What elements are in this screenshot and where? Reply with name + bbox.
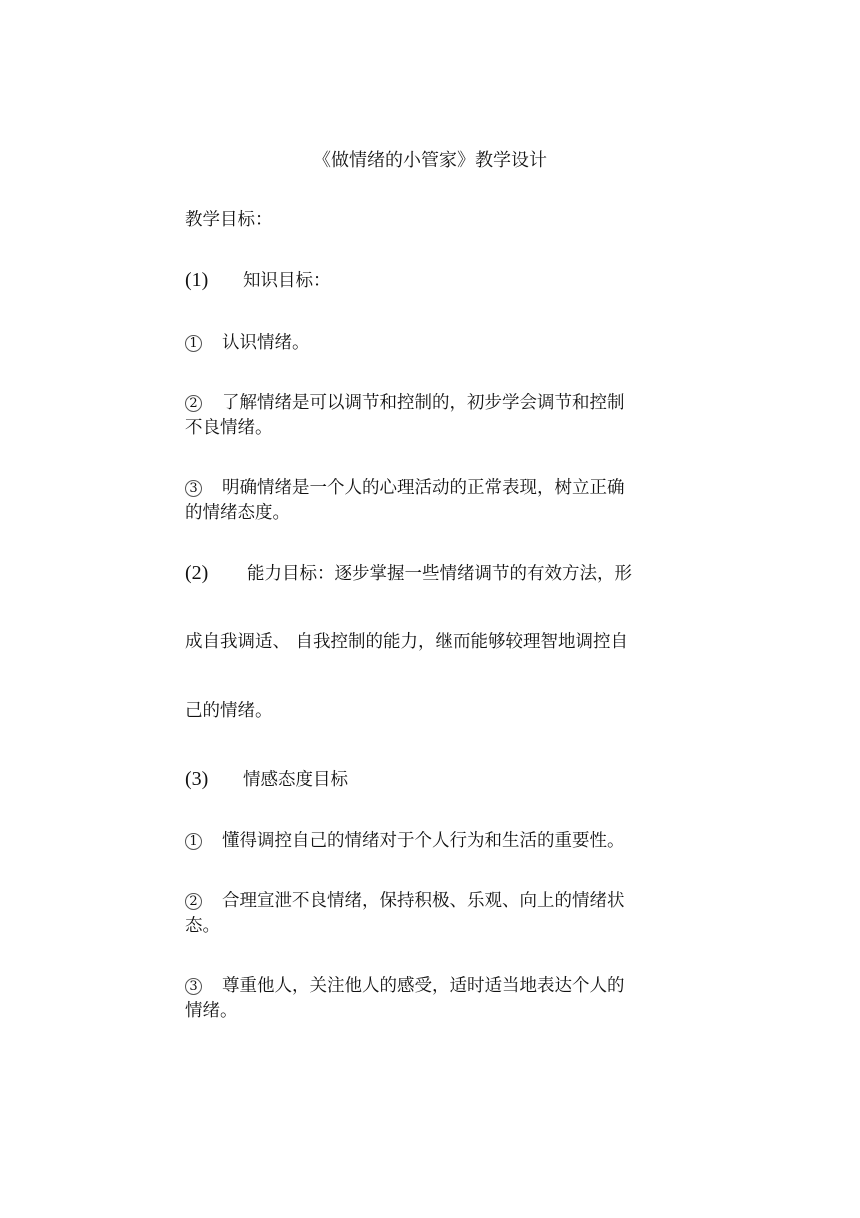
item-text: 尊重他人，关注他人的感受，适时适当地表达个人的 [222, 976, 625, 996]
list-item [185, 829, 625, 854]
circled-number: 3 [185, 480, 202, 497]
section-number: (2) [185, 562, 209, 584]
circled-number: 2 [185, 395, 202, 412]
section-number: (3) [185, 768, 209, 790]
item-text: 了解情绪是可以调节和控制的，初步学会调节和控制 [222, 393, 625, 413]
item-text: 明确情绪是一个人的心理活动的正常表现，树立正确 [222, 478, 625, 498]
list-item [185, 889, 625, 914]
section-label: 知识目标： [243, 271, 331, 291]
item-text: 认识情绪。 [222, 333, 310, 353]
paragraph-line: 成自我调适、 自我控制的能力，继而能够较理智地调控自 [185, 632, 629, 652]
section-3-header [185, 767, 348, 793]
item-text-continued: 态。 [185, 916, 220, 936]
document-title: 《做情绪的小管家》教学设计 [313, 150, 547, 171]
circled-number: 1 [185, 833, 202, 850]
section-label: 能力目标：逐步掌握一些情绪调节的有效方法，形 [247, 564, 632, 584]
item-text: 合理宣泄不良情绪，保持积极、乐观、向上的情绪状 [222, 891, 625, 911]
section-2-header [185, 561, 632, 587]
section-label: 情感态度目标 [243, 770, 348, 790]
list-item [185, 476, 625, 501]
item-text-continued: 不良情绪。 [185, 418, 273, 438]
section-heading: 教学目标： [185, 210, 273, 230]
list-item [185, 331, 310, 356]
section-1-header [185, 268, 331, 294]
circled-number: 2 [185, 893, 202, 910]
list-item [185, 974, 625, 999]
item-text-continued: 情绪。 [185, 1001, 238, 1021]
circled-number: 3 [185, 978, 202, 995]
paragraph-line: 己的情绪。 [185, 701, 273, 721]
item-text-continued: 的情绪态度。 [185, 503, 290, 523]
circled-number: 1 [185, 335, 202, 352]
list-item [185, 391, 625, 416]
section-number: (1) [185, 269, 209, 291]
item-text: 懂得调控自己的情绪对于个人行为和生活的重要性。 [222, 831, 625, 851]
